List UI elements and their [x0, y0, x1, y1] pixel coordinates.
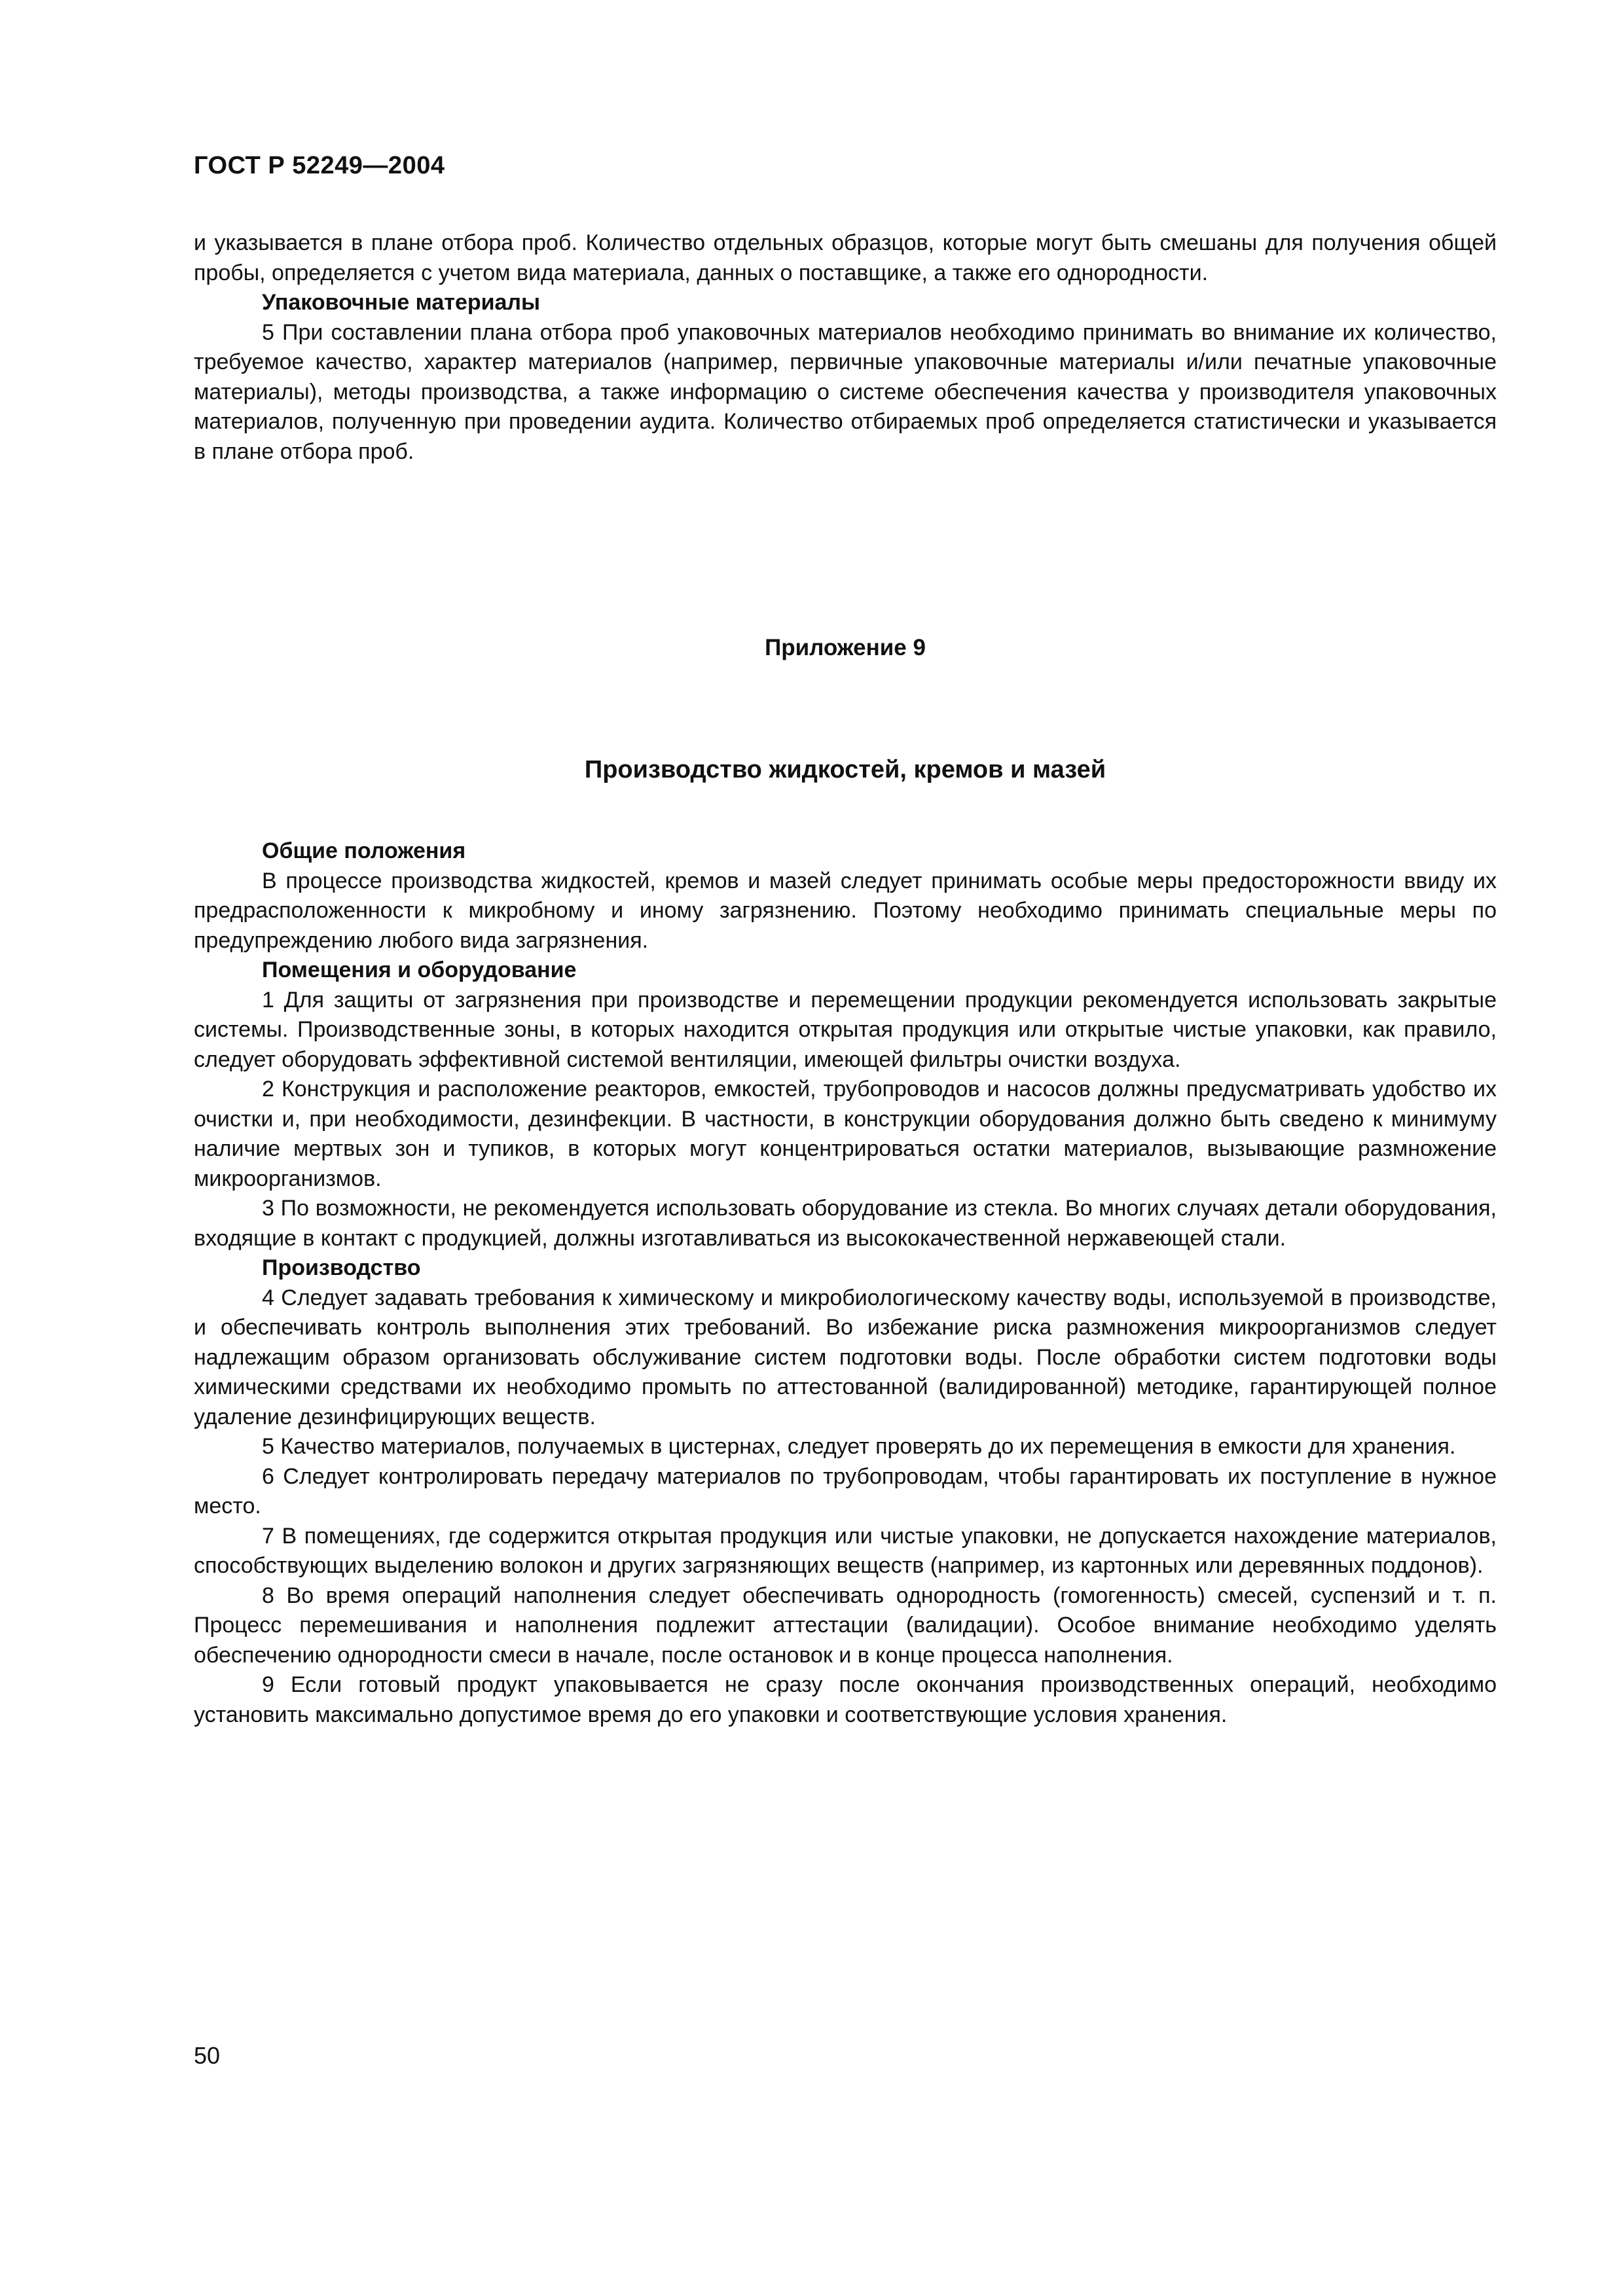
- premises-heading: Помещения и оборудование: [262, 958, 577, 982]
- annex-body: [194, 836, 1497, 1730]
- production-item-8: 8 Во время операций наполнения следует обеспечивать однородность (гомогенность) смесей, суспензий и т. п. Процесс перемешивания и наполнения подлежит аттестации (валидации). Особое внимание необходимо уделять обеспечению однородности смеси в начале, после остановок и в конце процесса наполнения.: [194, 1583, 1497, 1668]
- continuation-paragraph: и указывается в плане отбора проб. Количество отдельных образцов, которые могут быть смешаны для получения общей пробы, определяется с учетом вида материала, данных о поставщике, а также его однородности.: [194, 230, 1497, 285]
- production-item-5: 5 Качество материалов, получаемых в цистернах, следует проверять до их перемещения в емкости для хранения.: [262, 1434, 1456, 1459]
- general-paragraph: В процессе производства жидкостей, кремов и мазей следует принимать особые меры предосторожности ввиду их предрасположенности к микробному и иному загрязнению. Поэтому необходимо принимать специальные меры по предупреждению любого вида загрязнения.: [194, 868, 1497, 953]
- production-item-4: 4 Следует задавать требования к химическому и микробиологическому качеству воды, используемой в производстве, и обеспечивать контроль выполнения этих требований. Во избежание риска размножения микроорганизмов следует надлежащим образом организовать обслуживание систем подготовки воды. После обработки систем подготовки воды химическими средствами их необходимо промыть по аттестованной (валидированной) методике, гарантирующей полное удаление дезинфицирующих веществ.: [194, 1285, 1497, 1429]
- paragraph-5-packaging: 5 При составлении плана отбора проб упаковочных материалов необходимо принимать во внимание их количество, требуемое качество, характер материалов (например, первичные упаковочные материалы и/или печатные упаковочные материалы), методы производства, а также информацию о системе обеспечения качества у производителя упаковочных материалов, полученную при проведении аудита. Количество отбираемых проб определяется статистически и указывается в плане отбора проб.: [194, 319, 1497, 464]
- premises-item-3: 3 По возможности, не рекомендуется использовать оборудование из стекла. Во многих случаях детали оборудования, входящие в контакт с продукцией, должны изготавливаться из высококачественной нержавеющей стали.: [194, 1196, 1497, 1251]
- annex-title: Производство жидкостей, кремов и мазей: [584, 756, 1106, 783]
- production-item-9: 9 Если готовый продукт упаковывается не сразу после окончания производственных операций, необходимо установить максимально допустимое время до его упаковки и соответствующие условия хранения.: [194, 1672, 1497, 1727]
- premises-item-2: 2 Конструкция и расположение реакторов, емкостей, трубопроводов и насосов должны предусматривать удобство их очистки и, при необходимости, дезинфекции. В частности, в конструкции оборудования должно быть сведено к минимуму наличие мертвых зон и тупиков, в которых могут концентрироваться остатки материалов, вызывающие размножение микроорганизмов.: [194, 1077, 1497, 1191]
- top-section: [194, 228, 1497, 467]
- production-heading: Производство: [262, 1255, 421, 1280]
- page-number: 50: [194, 2042, 221, 2069]
- annex-label: Приложение 9: [765, 635, 926, 660]
- production-item-6: 6 Следует контролировать передачу материалов по трубопроводам, чтобы гарантировать их поступление в нужное место.: [194, 1463, 1497, 1518]
- premises-item-1: 1 Для защиты от загрязнения при производстве и перемещении продукции рекомендуется использовать закрытые системы. Производственные зоны, в которых находится открытая продукция или открытые чистые упаковки, как правило, следует оборудовать эффективной системой вентиляции, имеющей фильтры очистки воздуха.: [194, 987, 1497, 1072]
- standard-header: ГОСТ Р 52249—2004: [194, 152, 445, 179]
- packaging-heading: Упаковочные материалы: [262, 290, 541, 315]
- production-item-7: 7 В помещениях, где содержится открытая продукция или чистые упаковки, не допускается нахождение материалов, способствующих выделению волокон и других загрязняющих веществ (например, из картонных или деревянных поддонов).: [194, 1523, 1497, 1578]
- general-heading: Общие положения: [262, 838, 466, 863]
